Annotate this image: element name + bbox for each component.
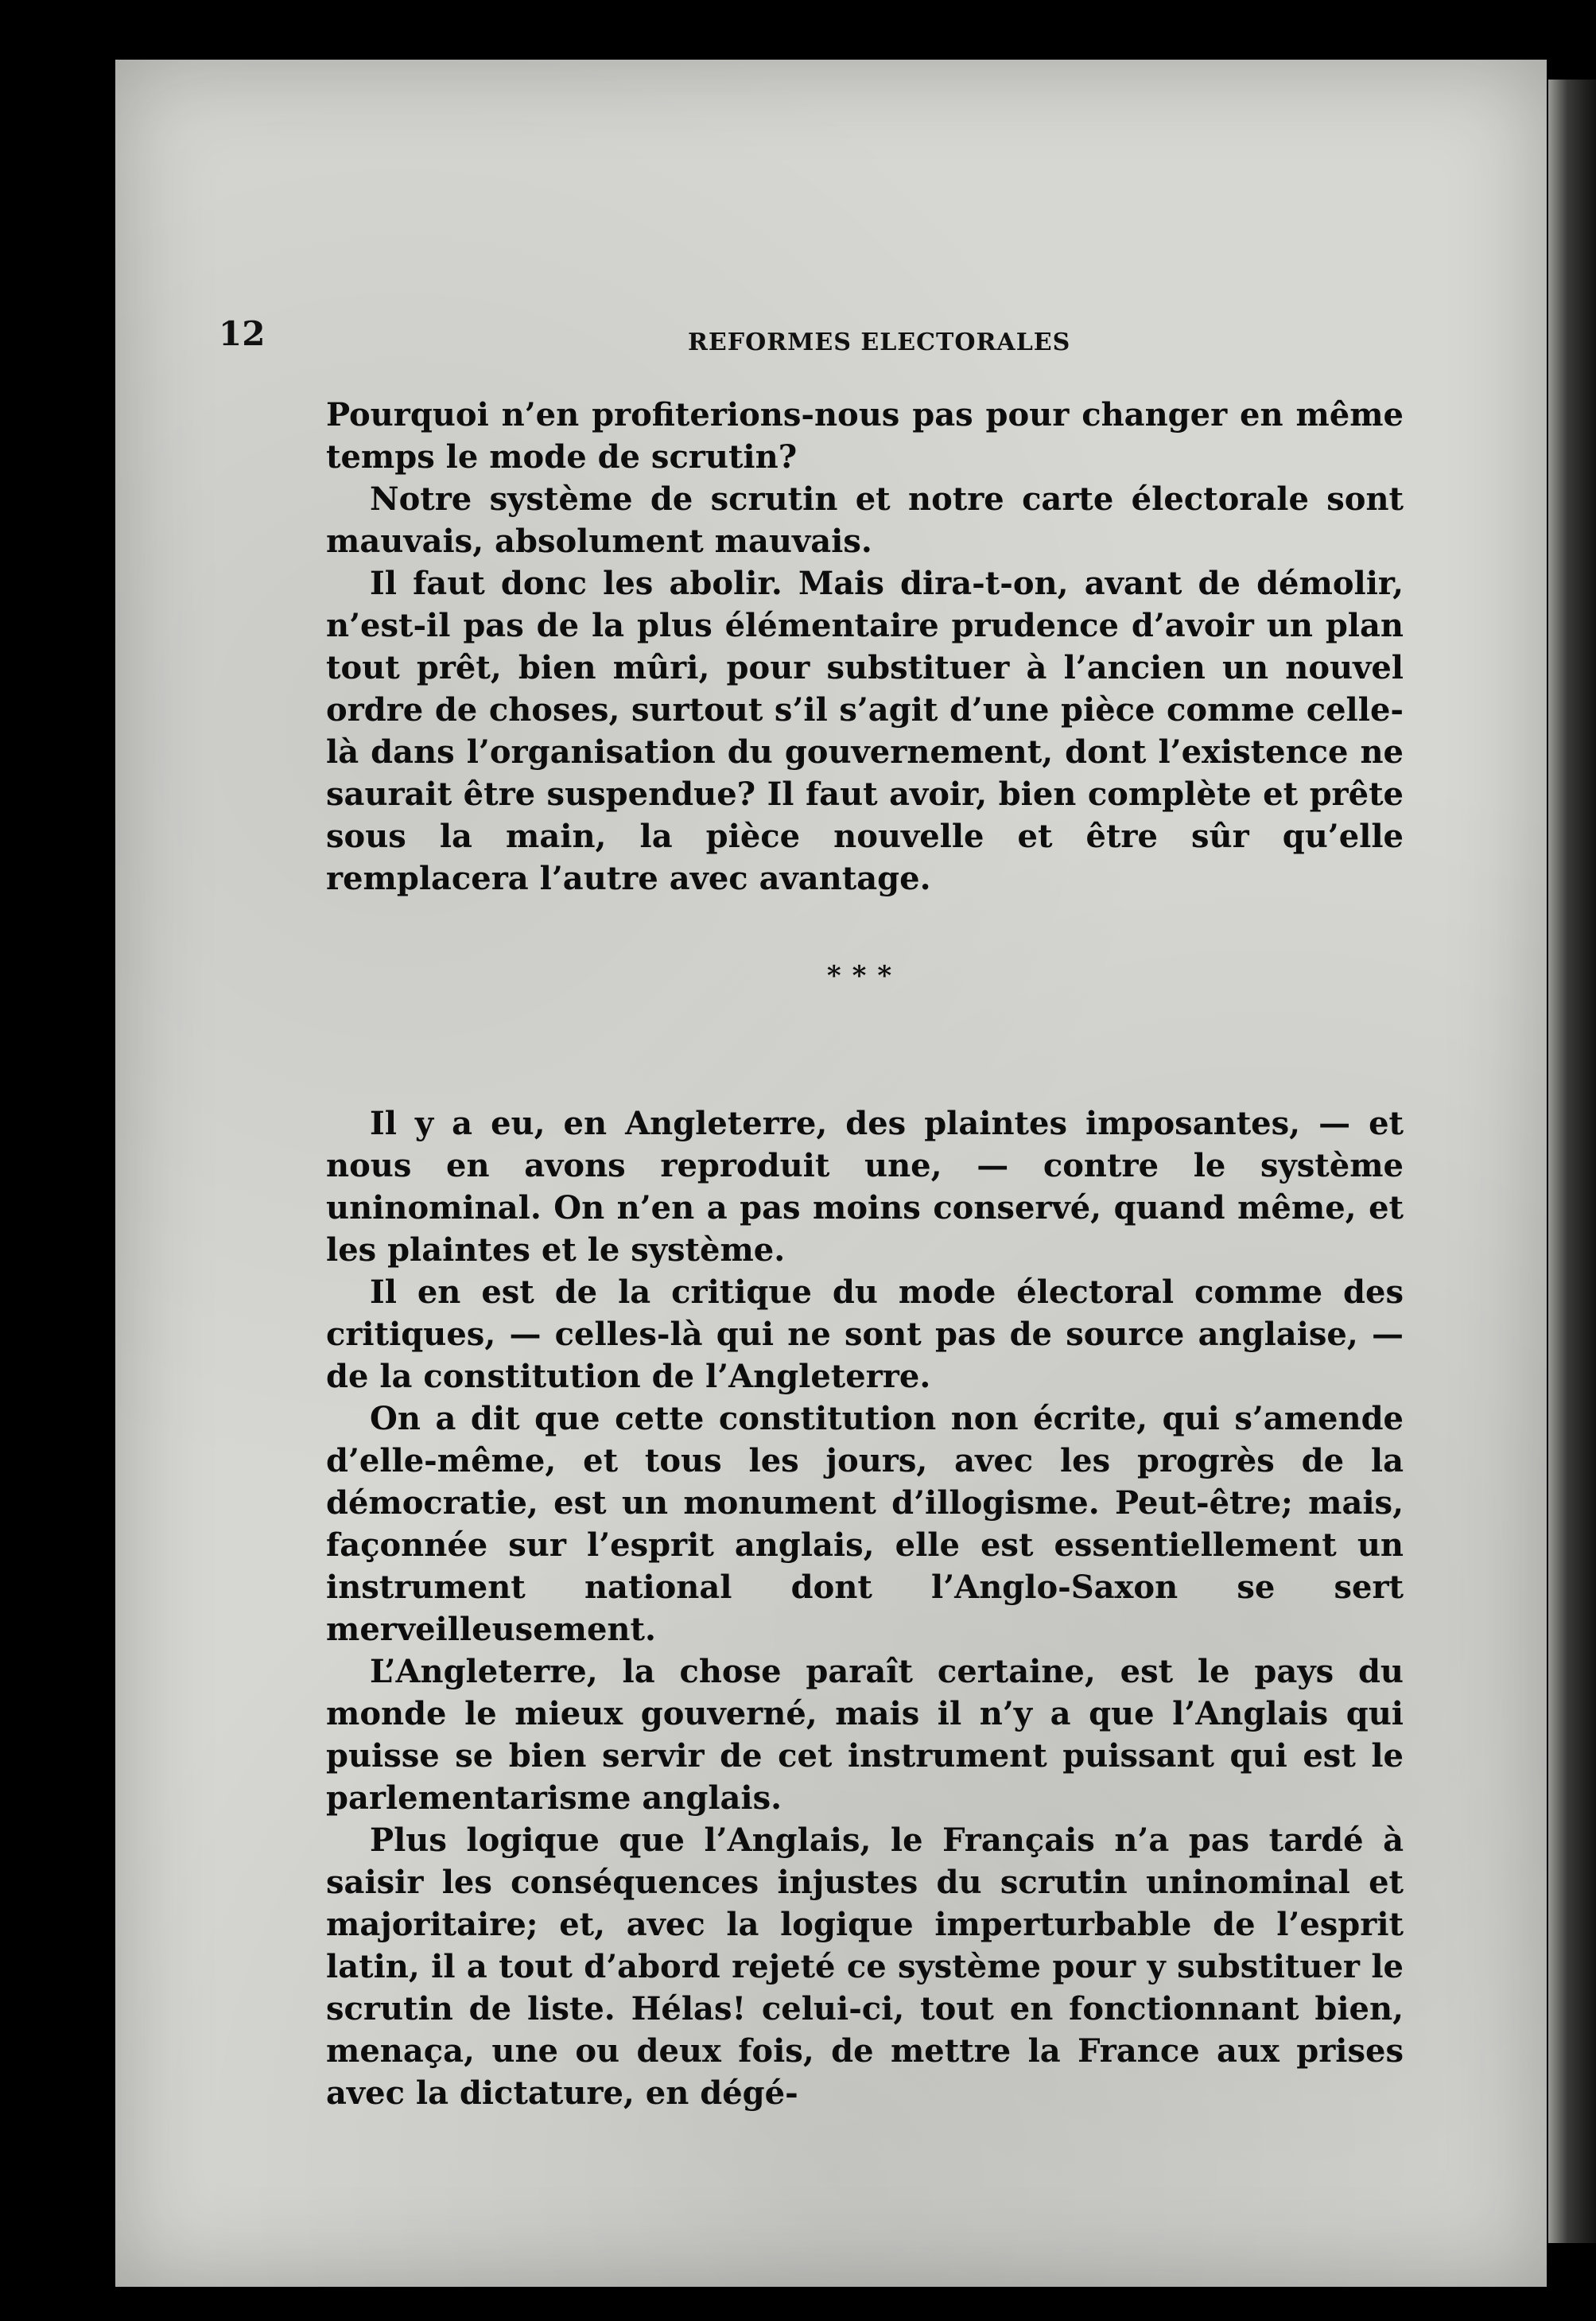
running-head xyxy=(219,314,1435,362)
paragraph: Il en est de la critique du mode électoral comme des critiques, — celles-là qui ne sont pas de source anglaise, — de la constitution de l’Angleterre. xyxy=(326,1273,1404,1395)
paragraph: Notre système de scrutin et notre carte électorale sont mauvais, absolument mauvais. xyxy=(326,480,1404,560)
paragraph: Plus logique que l’Anglais, le Français n’a pas tardé à saisir les conséquences injustes du scrutin uninominal et majoritaire; et, avec la logique imperturbable de l’esprit latin, il a tout d’abord rejeté ce système pour y substituer le scrutin de liste. Hélas! celui-ci, tout en fonctionnant bien, menaça, une ou deux fois, de mettre la France aux prises avec la dictature, en dégé- xyxy=(326,1821,1404,2112)
paragraph: On a dit que cette constitution non écrite, qui s’amende d’elle-même, et tous les jours, avec les progrès de la démocratie, est un monument d’illogisme. Peut-être; mais, façonnée sur l’esprit anglais, elle est essentiellement un instrument national dont l’Anglo-Saxon se sert merveilleusement. xyxy=(326,1400,1404,1648)
paragraph: L’Angleterre, la chose paraît certaine, est le pays du monde le mieux gouverné, mais il n’y a que l’Anglais qui puisse se bien servir de cet instrument puissant qui est le parlementarisme anglais. xyxy=(326,1653,1404,1817)
paragraph: Il faut donc les abolir. Mais dira-t-on, avant de démolir, n’est-il pas de la plus élémentaire prudence d’avoir un plan tout prêt, bien mûri, pour substituer à l’ancien un nouvel ordre de choses, surtout s’il s’agit d’une pièce comme celle-là dans l’organisation du gouvernement, dont l’existence ne saurait être suspendue? Il faut avoir, bien complète et prête sous la main, la pièce nouvelle et être sûr qu’elle remplacera l’autre avec avantage. xyxy=(326,565,1404,897)
paragraph: Il y a eu, en Angleterre, des plaintes imposantes, — et nous en avons reproduit une, — contre le système uninominal. On n’en a pas moins conservé, quand même, et les plaintes et le système. xyxy=(326,1105,1404,1269)
page-number: 12 xyxy=(219,314,266,353)
section-separator: *** xyxy=(826,960,903,992)
paragraph: Pourquoi n’en profiterions-nous pas pour changer en même temps le mode de scrutin? xyxy=(326,396,1404,476)
body-text xyxy=(326,394,1404,2114)
page-edge-shadow xyxy=(1548,80,1596,2243)
running-title: REFORMES ELECTORALES xyxy=(688,329,1071,356)
